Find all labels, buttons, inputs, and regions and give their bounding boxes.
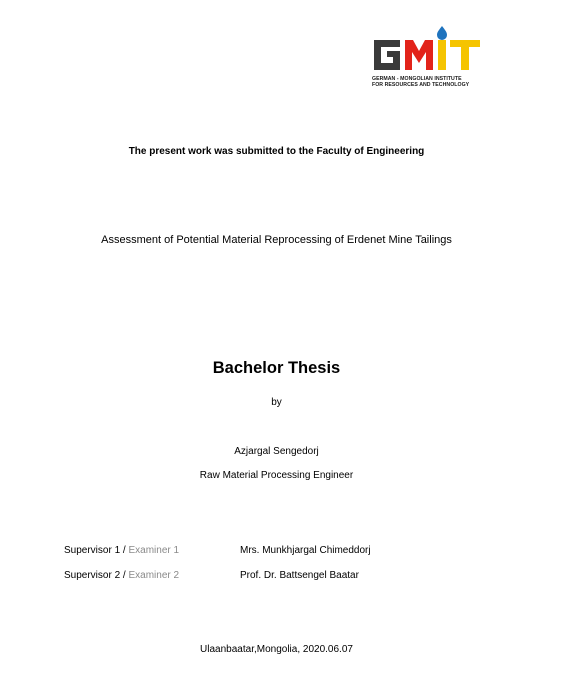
institute-name-line1: GERMAN - MONGOLIAN INSTITUTE	[372, 76, 462, 82]
institute-name	[372, 76, 484, 89]
thesis-title: Assessment of Potential Material Reprocessing of Erdenet Mine Tailings	[101, 234, 452, 246]
document-type-heading: Bachelor Thesis	[212, 359, 341, 377]
supervisor-2-label: Supervisor 2	[64, 570, 121, 581]
supervisor-2-separator: /	[120, 570, 129, 581]
supervisor-2-name: Prof. Dr. Battsengel Baatar	[240, 570, 359, 581]
by-label: by	[271, 397, 282, 408]
supervisor-2-role	[64, 570, 179, 581]
supervisor-1-name: Mrs. Munkhjargal Chimeddorj	[240, 545, 371, 556]
supervisor-1-label: Supervisor 1	[64, 545, 121, 556]
supervisor-1-role	[64, 545, 179, 556]
gmit-logo-mark	[372, 24, 484, 74]
institute-name-line2: FOR RESOURCES AND TECHNOLOGY	[372, 82, 470, 89]
supervisor-1-separator: /	[120, 545, 129, 556]
examiner-1-label: Examiner 1	[128, 545, 180, 556]
flame-icon	[437, 26, 447, 40]
author-name: Azjargal Sengedorj	[234, 446, 319, 457]
place-and-date: Ulaanbaatar,Mongolia, 2020.06.07	[200, 644, 353, 655]
institute-logo	[372, 24, 484, 94]
examiner-2-label: Examiner 2	[128, 570, 180, 581]
submission-statement: The present work was submitted to the Faculty of Engineering	[128, 146, 425, 157]
degree-title: Raw Material Processing Engineer	[199, 470, 354, 481]
